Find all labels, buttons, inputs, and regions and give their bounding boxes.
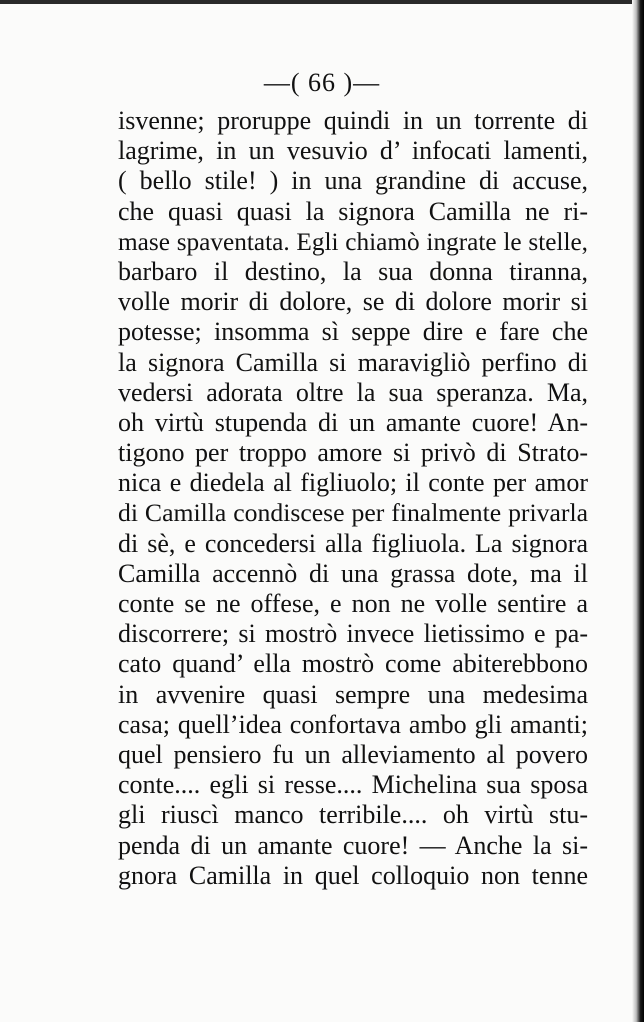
text-line: la signora Camilla si maravigliò perfino di	[118, 347, 588, 377]
text-line: gnora Camilla in quel colloquio non tenne	[118, 860, 588, 890]
text-line: ( bello stile! ) in una grandine di accuse,	[118, 166, 588, 196]
text-line: discorrere; si mostrò invece lietissimo e pa-	[118, 619, 588, 649]
text-line: di Camilla condiscese per finalmente privarla	[118, 498, 588, 528]
text-line: che quasi quasi la signora Camilla ne ri-	[118, 196, 588, 226]
text-line: nica e diedela al figliuolo; il conte per amor	[118, 468, 588, 498]
text-line: gli riuscì manco terribile.... oh virtù stu-	[118, 800, 588, 830]
page-right-shadow	[632, 0, 644, 1022]
page-top-border	[0, 0, 644, 4]
text-line: in avvenire quasi sempre una medesima	[118, 679, 588, 709]
text-line: lagrime, in un vesuvio d’ infocati lamenti,	[118, 136, 588, 166]
text-line: Camilla accennò di una grassa dote, ma il	[118, 558, 588, 588]
text-line: di sè, e concedersi alla figliuola. La signora	[118, 528, 588, 558]
page-number-header: —( 66 )—	[263, 68, 381, 97]
text-line: cato quand’ ella mostrò come abiterebbono	[118, 649, 588, 679]
text-line: tigono per troppo amore si privò di Strato-	[118, 438, 588, 468]
body-text	[118, 106, 588, 891]
text-line: conte se ne offese, e non ne volle sentire a	[118, 589, 588, 618]
text-line: casa; quell’idea confortava ambo gli amanti;	[118, 709, 588, 739]
text-line: potesse; insomma sì seppe dire e fare che	[118, 317, 588, 347]
text-line: isvenne; proruppe quindi in un torrente di	[118, 106, 588, 135]
text-line: penda di un amante cuore! — Anche la si-	[118, 830, 588, 860]
text-line: barbaro il destino, la sua donna tiranna,	[118, 256, 588, 286]
text-line: vedersi adorata oltre la sua speranza. Ma,	[118, 377, 588, 407]
text-line: volle morir di dolore, se di dolore morir si	[118, 287, 588, 317]
text-line: conte.... egli si resse.... Michelina sua sposa	[118, 770, 588, 800]
text-line: mase spaventata. Egli chiamò ingrate le stelle,	[118, 227, 588, 256]
text-line: quel pensiero fu un alleviamento al povero	[118, 739, 588, 769]
text-line: oh virtù stupenda di un amante cuore! An-	[118, 407, 588, 437]
